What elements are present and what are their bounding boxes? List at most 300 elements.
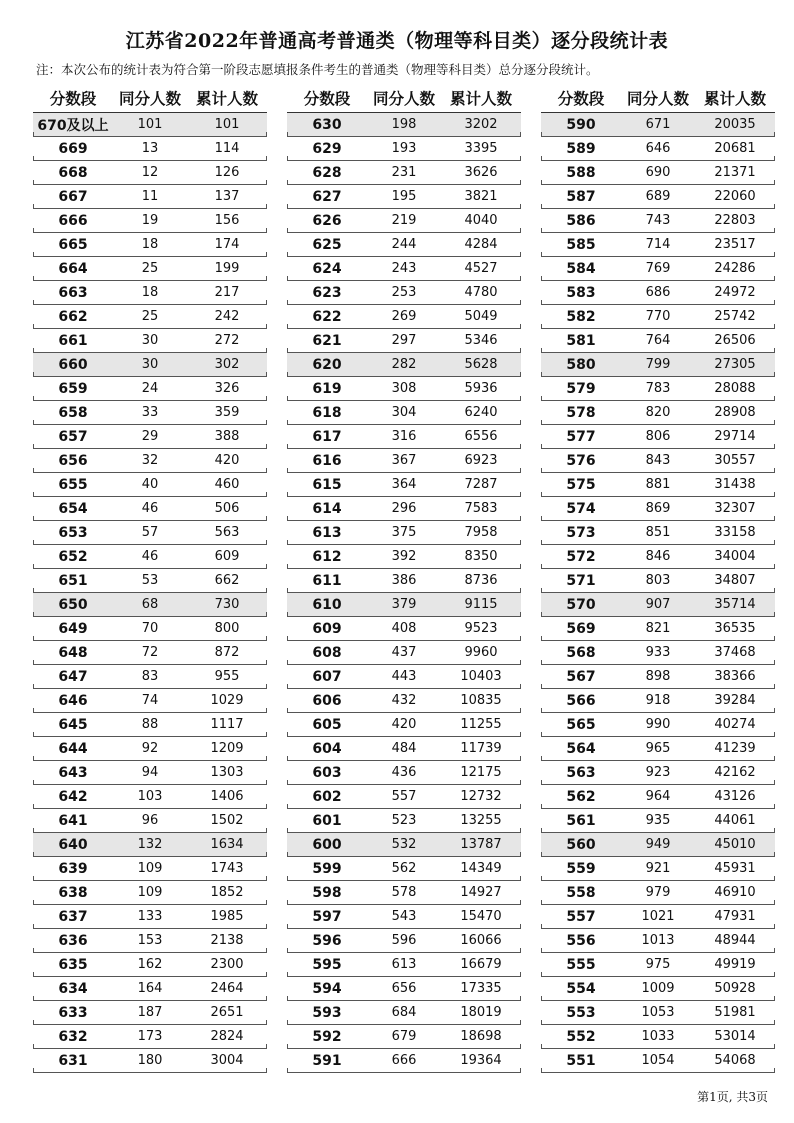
score-cell: 558: [566, 884, 596, 901]
score-cell: 628: [312, 164, 342, 181]
score-cell: 609: [312, 620, 342, 637]
table-row: [287, 497, 521, 521]
header-score: 分数段: [303, 89, 351, 108]
table-row: [287, 785, 521, 809]
cumulative-cell: 38366: [714, 669, 756, 684]
table-row: [287, 305, 521, 329]
table-row: [33, 953, 267, 977]
cumulative-cell: 6923: [464, 453, 498, 468]
same-count-cell: 686: [645, 285, 671, 300]
same-count-cell: 297: [391, 333, 417, 348]
same-count-cell: 296: [391, 501, 417, 516]
cumulative-cell: 563: [214, 525, 240, 540]
table-body: [541, 112, 775, 1073]
same-count-cell: 578: [391, 885, 417, 900]
score-cell: 582: [566, 308, 596, 325]
same-count-cell: 923: [645, 765, 671, 780]
table-row: [287, 137, 521, 161]
table-row: [287, 617, 521, 641]
table-row: [541, 305, 775, 329]
cumulative-cell: 114: [214, 141, 240, 156]
cumulative-cell: 18019: [460, 1005, 502, 1020]
table-row: [33, 521, 267, 545]
same-count-cell: 907: [645, 597, 671, 612]
same-count-cell: 933: [645, 645, 671, 660]
cumulative-cell: 302: [214, 357, 240, 372]
same-count-cell: 57: [141, 525, 159, 540]
score-cell: 577: [566, 428, 596, 445]
table-note: 注：本次公布的统计表为符合第一阶段志愿填报条件考生的普通类（物理等科目类）总分逐分段统计。: [36, 62, 599, 77]
score-cell: 654: [58, 500, 88, 517]
table-row: [287, 209, 521, 233]
cumulative-cell: 22060: [714, 189, 756, 204]
table-row: [33, 233, 267, 257]
same-count-cell: 436: [391, 765, 417, 780]
table-row: [287, 425, 521, 449]
same-count-cell: 770: [645, 309, 671, 324]
cumulative-cell: 1406: [210, 789, 244, 804]
cumulative-cell: 872: [214, 645, 240, 660]
same-count-cell: 532: [391, 837, 417, 852]
cumulative-cell: 16066: [460, 933, 502, 948]
cumulative-cell: 1985: [210, 909, 244, 924]
cumulative-cell: 272: [214, 333, 240, 348]
table-row: [33, 209, 267, 233]
cumulative-cell: 4284: [464, 237, 498, 252]
same-count-cell: 392: [391, 549, 417, 564]
same-count-cell: 443: [391, 669, 417, 684]
table-row: [287, 1049, 521, 1073]
same-count-cell: 195: [391, 189, 417, 204]
cumulative-cell: 1743: [210, 861, 244, 876]
same-count-cell: 70: [141, 621, 159, 636]
same-count-cell: 437: [391, 645, 417, 660]
cumulative-cell: 19364: [460, 1053, 502, 1068]
same-count-cell: 30: [141, 333, 159, 348]
same-count-cell: 898: [645, 669, 671, 684]
table-row: [287, 521, 521, 545]
cumulative-cell: 2824: [210, 1029, 244, 1044]
table-row: [33, 737, 267, 761]
page-title: 江苏省2022年普通高考普通类（物理等科目类）逐分段统计表: [125, 30, 669, 52]
score-cell: 648: [58, 644, 88, 661]
table-row: [287, 545, 521, 569]
same-count-cell: 523: [391, 813, 417, 828]
score-cell: 578: [566, 404, 596, 421]
same-count-cell: 714: [645, 237, 671, 252]
same-count-cell: 253: [391, 285, 417, 300]
score-cell: 662: [58, 308, 88, 325]
cumulative-cell: 9523: [464, 621, 498, 636]
cumulative-cell: 30557: [714, 453, 756, 468]
table-row: [33, 1001, 267, 1025]
score-cell: 570: [566, 596, 596, 613]
same-count-cell: 918: [645, 693, 671, 708]
table-row: [33, 761, 267, 785]
cumulative-cell: 32307: [714, 501, 756, 516]
table-row: [33, 593, 267, 617]
table-row: [33, 929, 267, 953]
same-count-cell: 843: [645, 453, 671, 468]
table-header: [33, 84, 267, 111]
cumulative-cell: 7287: [464, 477, 498, 492]
score-cell: 554: [566, 980, 596, 997]
table-row: [33, 329, 267, 353]
page-number: 第1页, 共3页: [697, 1090, 768, 1104]
table-row: [541, 593, 775, 617]
table-row: [33, 305, 267, 329]
same-count-cell: 656: [391, 981, 417, 996]
table-row: [33, 185, 267, 209]
score-cell: 612: [312, 548, 342, 565]
same-count-cell: 783: [645, 381, 671, 396]
score-cell: 600: [312, 836, 342, 853]
cumulative-cell: 11255: [460, 717, 502, 732]
cumulative-cell: 3004: [210, 1053, 244, 1068]
table-row: [541, 257, 775, 281]
header-cumulative: 累计人数: [449, 89, 512, 108]
cumulative-cell: 609: [214, 549, 240, 564]
cumulative-cell: 1852: [210, 885, 244, 900]
score-cell: 653: [58, 524, 88, 541]
cumulative-cell: 7583: [464, 501, 498, 516]
cumulative-cell: 2300: [210, 957, 244, 972]
same-count-cell: 1054: [641, 1053, 675, 1068]
cumulative-cell: 217: [214, 285, 240, 300]
cumulative-cell: 53014: [714, 1029, 756, 1044]
table-body: [287, 112, 521, 1073]
cumulative-cell: 47931: [714, 909, 756, 924]
same-count-cell: 101: [137, 117, 163, 132]
cumulative-cell: 1634: [210, 837, 244, 852]
cumulative-cell: 25742: [714, 309, 756, 324]
same-count-cell: 88: [141, 717, 159, 732]
table-row: [541, 785, 775, 809]
score-cell: 637: [58, 908, 88, 925]
same-count-cell: 198: [391, 117, 417, 132]
score-cell: 586: [566, 212, 596, 229]
score-cell: 605: [312, 716, 342, 733]
same-count-cell: 949: [645, 837, 671, 852]
score-cell: 581: [566, 332, 596, 349]
table-row: [541, 737, 775, 761]
same-count-cell: 684: [391, 1005, 417, 1020]
cumulative-cell: 10403: [460, 669, 502, 684]
score-cell: 617: [312, 428, 342, 445]
table-row: [541, 953, 775, 977]
table-row: [287, 665, 521, 689]
same-count-cell: 308: [391, 381, 417, 396]
same-count-cell: 153: [137, 933, 163, 948]
score-cell: 656: [58, 452, 88, 469]
table-row: [287, 233, 521, 257]
same-count-cell: 484: [391, 741, 417, 756]
score-cell: 566: [566, 692, 596, 709]
cumulative-cell: 6556: [464, 429, 498, 444]
same-count-cell: 132: [137, 837, 163, 852]
table-row: [287, 473, 521, 497]
score-cell: 618: [312, 404, 342, 421]
table-row: [33, 641, 267, 665]
same-count-cell: 32: [141, 453, 159, 468]
same-count-cell: 432: [391, 693, 417, 708]
cumulative-cell: 199: [214, 261, 240, 276]
same-count-cell: 133: [137, 909, 163, 924]
table-row: [33, 401, 267, 425]
table-row: [541, 209, 775, 233]
score-cell: 552: [566, 1028, 596, 1045]
table-header: [287, 84, 521, 111]
same-count-cell: 851: [645, 525, 671, 540]
table-row: [33, 545, 267, 569]
cumulative-cell: 4527: [464, 261, 498, 276]
same-count-cell: 803: [645, 573, 671, 588]
same-count-cell: 19: [141, 213, 159, 228]
cumulative-cell: 1117: [210, 717, 244, 732]
table-row: [287, 737, 521, 761]
same-count-cell: 990: [645, 717, 671, 732]
cumulative-cell: 29714: [714, 429, 756, 444]
score-cell: 601: [312, 812, 342, 829]
score-cell: 614: [312, 500, 342, 517]
same-count-cell: 164: [137, 981, 163, 996]
same-count-cell: 386: [391, 573, 417, 588]
cumulative-cell: 45931: [714, 861, 756, 876]
cumulative-cell: 7958: [464, 525, 498, 540]
table-row: [541, 329, 775, 353]
cumulative-cell: 5049: [464, 309, 498, 324]
table-row: [541, 137, 775, 161]
same-count-cell: 821: [645, 621, 671, 636]
cumulative-cell: 35714: [714, 597, 756, 612]
table-row: [541, 809, 775, 833]
score-cell: 573: [566, 524, 596, 541]
cumulative-cell: 50928: [714, 981, 756, 996]
same-count-cell: 96: [141, 813, 159, 828]
cumulative-cell: 14349: [460, 861, 502, 876]
same-count-cell: 375: [391, 525, 417, 540]
table-row: [33, 833, 267, 857]
table-row: [33, 713, 267, 737]
table-row: [33, 977, 267, 1001]
score-cell: 593: [312, 1004, 342, 1021]
table-row: [33, 353, 267, 377]
same-count-cell: 68: [141, 597, 159, 612]
score-cell: 595: [312, 956, 342, 973]
same-count-cell: 379: [391, 597, 417, 612]
score-cell: 623: [312, 284, 342, 301]
cumulative-cell: 3821: [464, 189, 498, 204]
table-row: [541, 377, 775, 401]
cumulative-cell: 126: [214, 165, 240, 180]
same-count-cell: 408: [391, 621, 417, 636]
same-count-cell: 94: [141, 765, 159, 780]
table-row: [541, 353, 775, 377]
same-count-cell: 557: [391, 789, 417, 804]
same-count-cell: 25: [141, 309, 159, 324]
table-row: [541, 689, 775, 713]
table-row: [541, 281, 775, 305]
score-cell: 555: [566, 956, 596, 973]
score-cell: 587: [566, 188, 596, 205]
cumulative-cell: 1502: [210, 813, 244, 828]
cumulative-cell: 34004: [714, 549, 756, 564]
cumulative-cell: 3202: [464, 117, 498, 132]
score-cell: 640: [58, 836, 88, 853]
cumulative-cell: 1303: [210, 765, 244, 780]
cumulative-cell: 46910: [714, 885, 756, 900]
table-row: [33, 689, 267, 713]
table-row: [541, 713, 775, 737]
cumulative-cell: 1029: [210, 693, 244, 708]
same-count-cell: 666: [391, 1053, 417, 1068]
score-cell: 568: [566, 644, 596, 661]
table-row: [287, 449, 521, 473]
score-cell: 631: [58, 1052, 88, 1069]
same-count-cell: 367: [391, 453, 417, 468]
score-cell: 632: [58, 1028, 88, 1045]
score-cell: 621: [312, 332, 342, 349]
same-count-cell: 689: [645, 189, 671, 204]
cumulative-cell: 5346: [464, 333, 498, 348]
table-row: [287, 641, 521, 665]
same-count-cell: 180: [137, 1053, 163, 1068]
table-row: [287, 353, 521, 377]
score-cell: 638: [58, 884, 88, 901]
table-row: [33, 1049, 267, 1073]
cumulative-cell: 34807: [714, 573, 756, 588]
score-cell: 574: [566, 500, 596, 517]
score-cell: 615: [312, 476, 342, 493]
same-count-cell: 46: [141, 549, 159, 564]
cumulative-cell: 14927: [460, 885, 502, 900]
same-count-cell: 1033: [641, 1029, 675, 1044]
cumulative-cell: 15470: [460, 909, 502, 924]
same-count-cell: 92: [141, 741, 159, 756]
header-same-count: 同分人数: [118, 89, 181, 108]
same-count-cell: 316: [391, 429, 417, 444]
cumulative-cell: 16679: [460, 957, 502, 972]
score-cell: 659: [58, 380, 88, 397]
cumulative-cell: 28908: [714, 405, 756, 420]
same-count-cell: 881: [645, 477, 671, 492]
score-cell: 596: [312, 932, 342, 949]
table-column-3: [541, 84, 775, 1073]
cumulative-cell: 388: [214, 429, 240, 444]
table-row: [287, 257, 521, 281]
table-row: [33, 473, 267, 497]
score-cell: 594: [312, 980, 342, 997]
same-count-cell: 1013: [641, 933, 675, 948]
score-cell: 592: [312, 1028, 342, 1045]
same-count-cell: 244: [391, 237, 417, 252]
cumulative-cell: 37468: [714, 645, 756, 660]
score-cell: 551: [566, 1052, 596, 1069]
table-row: [287, 833, 521, 857]
same-count-cell: 30: [141, 357, 159, 372]
score-cell: 633: [58, 1004, 88, 1021]
score-cell: 567: [566, 668, 596, 685]
cumulative-cell: 662: [214, 573, 240, 588]
table-row: [287, 929, 521, 953]
score-cell: 608: [312, 644, 342, 661]
score-cell: 660: [58, 356, 88, 373]
score-cell: 644: [58, 740, 88, 757]
score-cell: 645: [58, 716, 88, 733]
same-count-cell: 799: [645, 357, 671, 372]
score-cell: 564: [566, 740, 596, 757]
cumulative-cell: 40274: [714, 717, 756, 732]
cumulative-cell: 6240: [464, 405, 498, 420]
table-row: [541, 977, 775, 1001]
cumulative-cell: 54068: [714, 1053, 756, 1068]
same-count-cell: 13: [141, 141, 159, 156]
table-row: [541, 1049, 775, 1073]
table-row: [33, 161, 267, 185]
cumulative-cell: 13255: [460, 813, 502, 828]
same-count-cell: 25: [141, 261, 159, 276]
score-cell: 583: [566, 284, 596, 301]
table-row: [287, 977, 521, 1001]
table-row: [287, 569, 521, 593]
table-row: [287, 761, 521, 785]
score-cell: 649: [58, 620, 88, 637]
score-cell: 561: [566, 812, 596, 829]
table-row: [541, 617, 775, 641]
score-cell: 666: [58, 212, 88, 229]
same-count-cell: 364: [391, 477, 417, 492]
same-count-cell: 187: [137, 1005, 163, 1020]
score-cell: 635: [58, 956, 88, 973]
same-count-cell: 29: [141, 429, 159, 444]
same-count-cell: 304: [391, 405, 417, 420]
table-row: [287, 713, 521, 737]
same-count-cell: 769: [645, 261, 671, 276]
same-count-cell: 33: [141, 405, 159, 420]
table-row: [541, 881, 775, 905]
cumulative-cell: 21371: [714, 165, 756, 180]
same-count-cell: 282: [391, 357, 417, 372]
score-cell: 669: [58, 140, 88, 157]
table-row: [33, 881, 267, 905]
score-cell: 599: [312, 860, 342, 877]
table-row: [287, 689, 521, 713]
cumulative-cell: 44061: [714, 813, 756, 828]
score-cell: 650: [58, 596, 88, 613]
cumulative-cell: 3626: [464, 165, 498, 180]
same-count-cell: 231: [391, 165, 417, 180]
cumulative-cell: 326: [214, 381, 240, 396]
table-row: [33, 809, 267, 833]
table-header: [541, 84, 775, 111]
score-cell: 553: [566, 1004, 596, 1021]
score-cell: 626: [312, 212, 342, 229]
cumulative-cell: 10835: [460, 693, 502, 708]
cumulative-cell: 18698: [460, 1029, 502, 1044]
same-count-cell: 1053: [641, 1005, 675, 1020]
same-count-cell: 964: [645, 789, 671, 804]
score-cell: 629: [312, 140, 342, 157]
table-row: [287, 113, 521, 137]
score-cell: 572: [566, 548, 596, 565]
cumulative-cell: 5936: [464, 381, 498, 396]
same-count-cell: 109: [137, 861, 163, 876]
cumulative-cell: 11739: [460, 741, 502, 756]
table-row: [33, 497, 267, 521]
cumulative-cell: 8736: [464, 573, 498, 588]
cumulative-cell: 9115: [464, 597, 498, 612]
score-cell: 667: [58, 188, 88, 205]
